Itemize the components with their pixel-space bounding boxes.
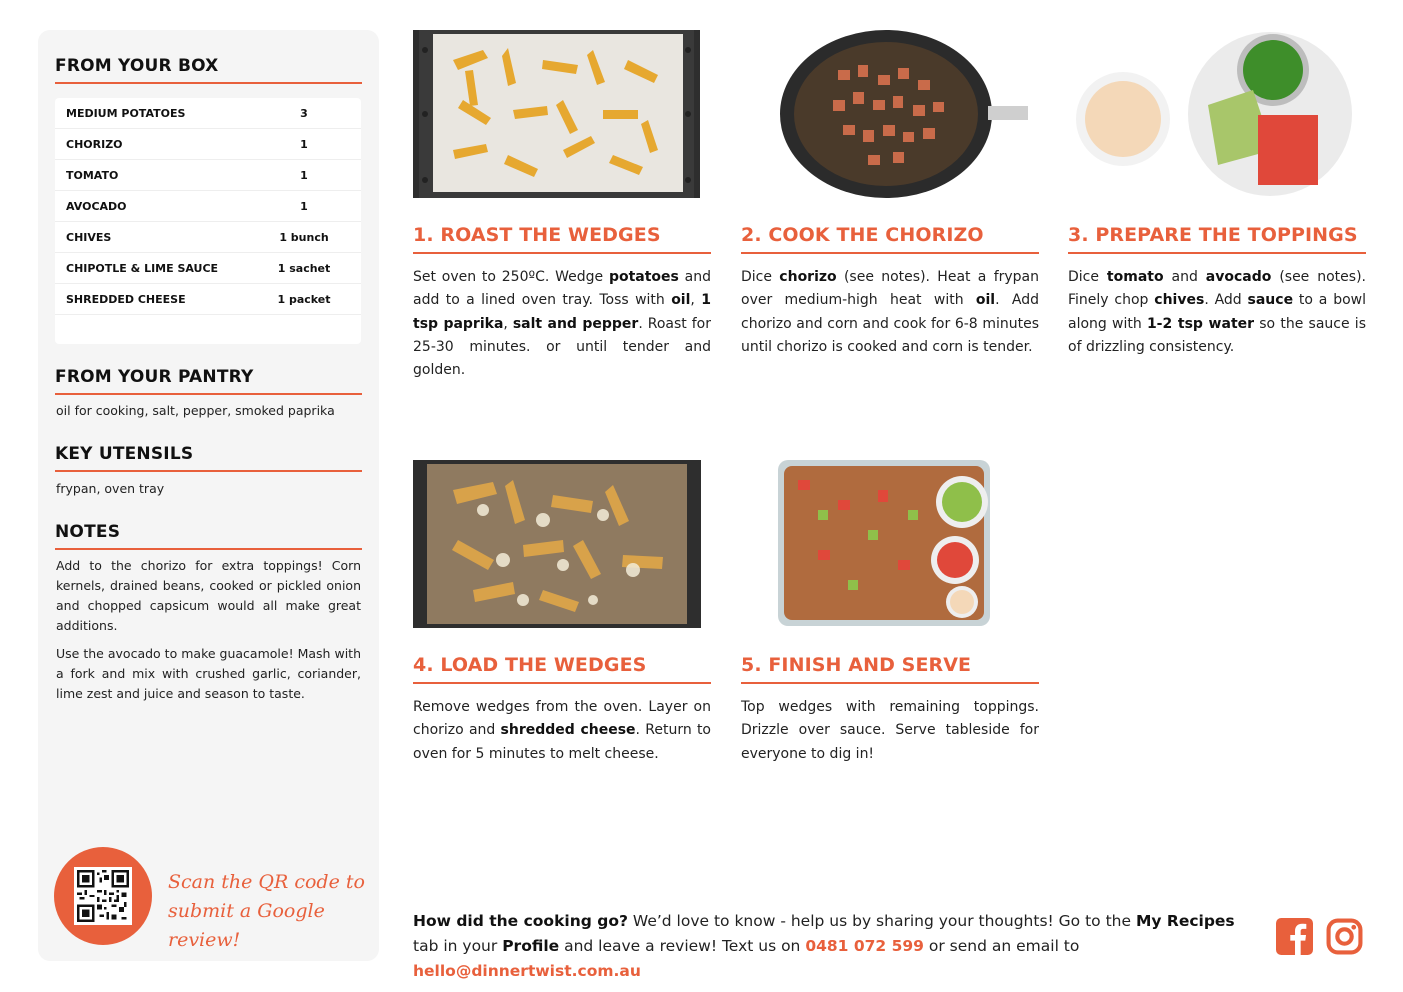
table-row: TOMATO 1 [55,160,361,191]
table-row: CHORIZO 1 [55,129,361,160]
facebook-icon[interactable] [1276,918,1313,955]
scan-qr-caption: Scan the QR code to submit a Google review! [168,871,365,951]
notes-title: NOTES [55,522,362,550]
box-ingredients-table [55,98,361,344]
sidebar [38,30,379,961]
step-4-body: Remove wedges from the oven. Layer on chorizo and shredded cheese. Return to oven for 5 minutes to melt cheese. [413,699,711,762]
step-1-title: 1. ROAST THE WEDGES [413,224,711,254]
note-2: Use the avocado to make guacamole! Mash with a fork and mix with crushed garlic, coriander, lime zest and juice and season to taste. [56,646,361,701]
step-5-body: Top wedges with remaining toppings. Drizzle over sauce. Serve tableside for everyone to dig in! [741,699,1039,762]
load-wedges-photo [413,460,701,628]
step-2-body: Dice chorizo (see notes). Heat a frypan over medium-high heat with oil. Add chorizo and corn and cook for 6-8 minutes until chorizo is cooked and corn is tender. [741,269,1040,355]
step-2-title: 2. COOK THE CHORIZO [741,224,1039,254]
prepare-toppings-photo [1073,30,1353,198]
phone-link[interactable]: 0481 072 599 [805,937,924,955]
table-row: CHIPOTLE & LIME SAUCE 1 sachet [55,253,361,284]
from-your-box-title: FROM YOUR BOX [55,56,362,84]
table-row: MEDIUM POTATOES 3 [55,98,361,129]
review-prompt: How did the cooking go? We’d love to know - help us by sharing your thoughts! Go to the My Recipes tab in your Profile and leave a review! Text us on 0481 072 599 or send an email to hello@dinnertwist.com.au [413,912,1235,980]
note-1: Add to the chorizo for extra toppings! Corn kernels, drained beans, cooked or pickled onion and chopped capsicum would all make great additions. [56,558,361,633]
from-your-pantry-title: FROM YOUR PANTRY [55,367,362,395]
step-5-title: 5. FINISH AND SERVE [741,654,1039,684]
utensils-text: frypan, oven tray [56,481,165,496]
cook-chorizo-photo [778,30,1033,198]
step-4-title: 4. LOAD THE WEDGES [413,654,711,684]
email-link[interactable]: hello@dinnertwist.com.au [413,962,641,980]
roast-wedges-photo [413,30,700,198]
step-1-body: Set oven to 250ºC. Wedge potatoes and add to a lined oven tray. Toss with oil, 1 tsp paprika, salt and pepper. Roast for 25-30 minutes. or until tender and golden. [413,269,711,379]
pantry-text: oil for cooking, salt, pepper, smoked paprika [56,403,335,418]
table-row: SHREDDED CHEESE 1 packet [55,284,361,315]
instagram-icon[interactable] [1326,918,1363,955]
qr-badge[interactable] [54,847,152,945]
qr-code-icon[interactable] [74,867,132,925]
finish-serve-photo [778,460,1000,628]
table-row: CHIVES 1 bunch [55,222,361,253]
step-3-body: Dice tomato and avocado (see notes). Finely chop chives. Add sauce to a bowl along with 1-2 tsp water so the sauce is of drizzling consistency. [1068,269,1366,355]
step-3-title: 3. PREPARE THE TOPPINGS [1068,224,1366,254]
table-row: AVOCADO 1 [55,191,361,222]
key-utensils-title: KEY UTENSILS [55,444,362,472]
